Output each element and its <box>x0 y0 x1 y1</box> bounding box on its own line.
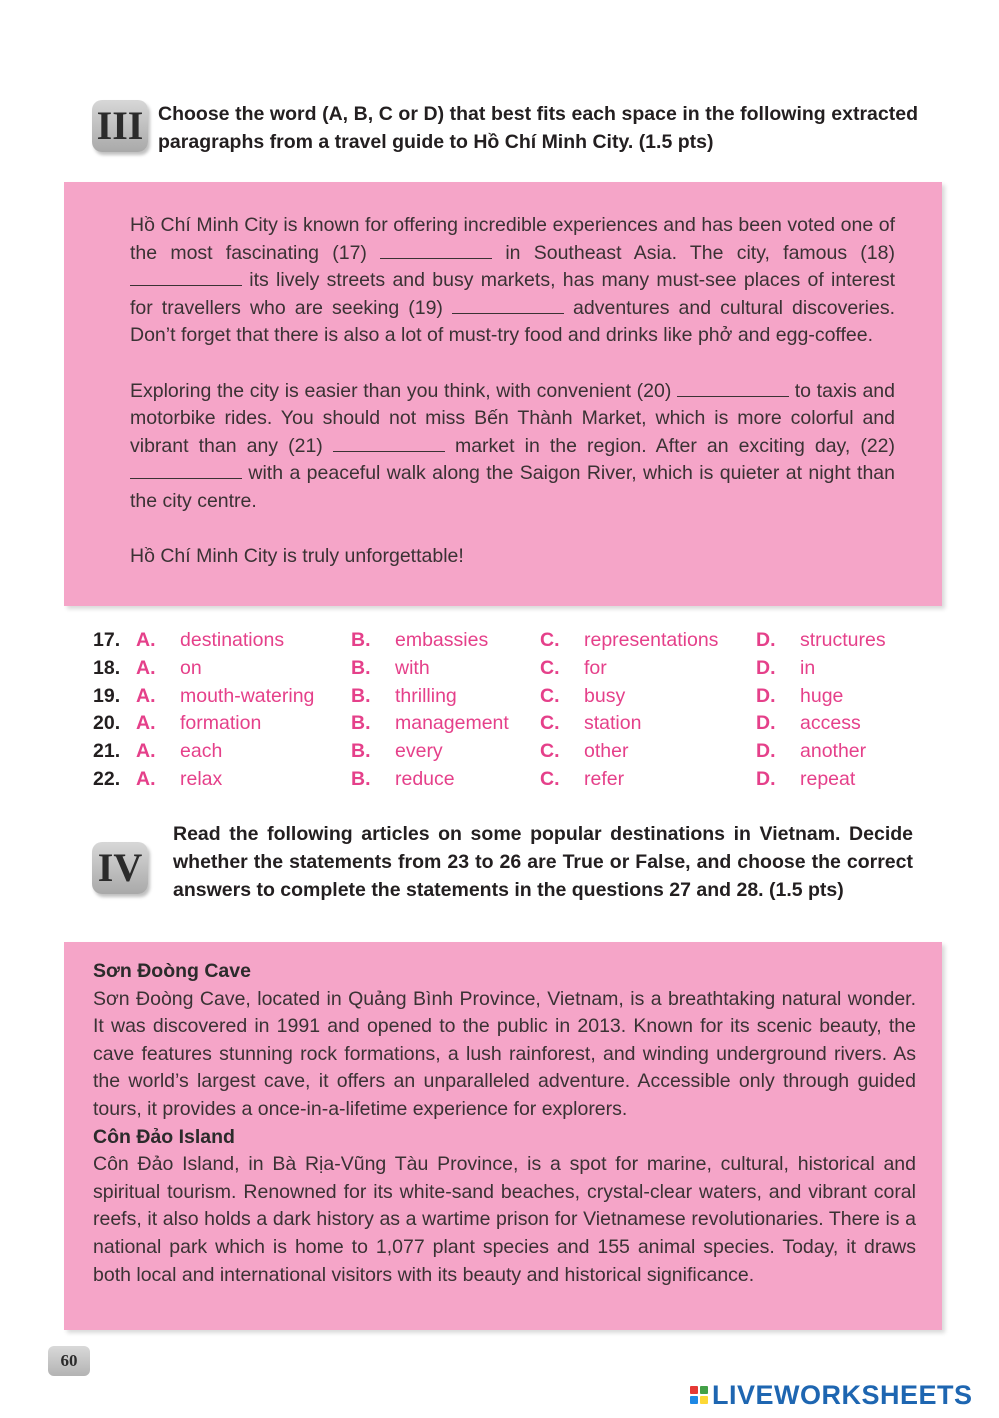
question-number: 19. <box>93 684 121 707</box>
option-letter: D. <box>756 684 776 707</box>
section-3-instruction: Choose the word (A, B, C or D) that best fits each space in the following extracted paragraphs from a travel guide to Hồ Chí Minh City. (1.5 pts) <box>158 103 918 153</box>
article-body: Côn Đảo Island, in Bà Rịa-Vũng Tàu Province, is a spot for marine, cultural, historical and spiritual tourism. Renowned for its white-sand beaches, crystal-clear waters, and vibrant coral reefs, it also holds a dark history as a wartime prison for Vietnamese revolutionaries. There is a national park which is home to 1,077 plant species and 155 animal species. Today, it draws both local and international visitors with its beauty and historical significance. <box>93 1153 916 1286</box>
option-letter: D. <box>756 712 776 735</box>
option-letter: A. <box>136 712 156 735</box>
option-letter: C. <box>540 629 560 651</box>
articles-box <box>64 942 942 1330</box>
option-b[interactable]: management <box>395 712 509 735</box>
option-c[interactable]: refer <box>584 767 625 790</box>
question-number: 20. <box>93 712 121 735</box>
option-letter: B. <box>351 684 371 707</box>
liveworksheets-logo[interactable] <box>690 1378 973 1412</box>
option-d[interactable]: access <box>800 712 861 735</box>
question-row <box>93 710 933 738</box>
option-c[interactable]: for <box>584 656 607 679</box>
question-row <box>93 627 933 655</box>
blank-20[interactable] <box>677 382 789 397</box>
option-d[interactable]: huge <box>800 684 844 707</box>
option-c[interactable]: other <box>584 740 629 763</box>
option-letter: A. <box>136 740 156 763</box>
question-number: 18. <box>93 656 121 679</box>
option-letter: C. <box>540 684 560 707</box>
blank-17[interactable] <box>380 244 492 259</box>
option-letter: B. <box>351 767 371 790</box>
section-4-badge: IV <box>92 842 148 894</box>
option-b[interactable]: thrilling <box>395 684 457 707</box>
option-a[interactable]: each <box>180 740 223 763</box>
brand-text: LIVEWORKSHEETS <box>712 1379 973 1410</box>
option-d[interactable]: structures <box>800 629 886 651</box>
option-letter: C. <box>540 740 560 763</box>
blank-18[interactable] <box>130 271 242 286</box>
option-c[interactable]: busy <box>584 684 626 707</box>
option-a[interactable]: mouth-watering <box>180 684 315 707</box>
option-letter: B. <box>351 740 371 763</box>
question-row <box>93 655 933 683</box>
section-4-instruction: Read the following articles on some popular destinations in Vietnam. Decide whether the statements from 23 to 26 are True or False, and choose the correct answers to complete the statements in the questions 27 and 28. (1.5 pts) <box>173 823 913 901</box>
option-b[interactable]: every <box>395 740 443 763</box>
option-letter: B. <box>351 712 371 735</box>
page-number: 60 <box>48 1346 90 1376</box>
option-letter: C. <box>540 656 560 679</box>
passage-paragraph-2: Exploring the city is easier than you think, with convenient (20) to taxis and motorbike rides. You should not miss Bến Thành Market, which is more colorful and vibrant than any (21) market in the region. After an exciting day, (22) with a peaceful walk along the Saigon River, which is quieter at night than the city centre. <box>130 379 896 512</box>
option-c[interactable]: representations <box>584 629 719 651</box>
option-letter: A. <box>136 629 156 651</box>
option-a[interactable]: destinations <box>180 629 285 651</box>
section-3-badge: III <box>92 100 148 152</box>
answer-options <box>93 627 933 794</box>
option-letter: A. <box>136 684 156 707</box>
option-letter: D. <box>756 629 776 651</box>
passage-paragraph-1: Hồ Chí Minh City is known for offering incredible experiences and has been voted one of the most fascinating (17) in Southeast Asia. The city, famous (18) its lively streets and busy markets, has many must-see places of interest for travellers who are seeking (19) adventures and cultural discoveries. Don’t forget that there is also a lot of must-try food and drinks like phở and egg-coffee. <box>130 214 895 347</box>
article-title: Côn Đảo Island <box>93 1125 235 1148</box>
blank-21[interactable] <box>333 437 445 452</box>
passage-paragraph-3: Hồ Chí Minh City is truly unforgettable! <box>130 545 464 568</box>
option-d[interactable]: another <box>800 740 867 763</box>
option-letter: A. <box>136 767 156 790</box>
option-a[interactable]: formation <box>180 712 262 735</box>
option-letter: C. <box>540 712 560 735</box>
option-d[interactable]: in <box>800 656 816 679</box>
liveworksheets-icon <box>690 1386 708 1404</box>
question-row <box>93 766 933 794</box>
option-d[interactable]: repeat <box>800 767 856 790</box>
option-a[interactable]: on <box>180 656 202 679</box>
option-letter: A. <box>136 656 156 679</box>
option-letter: B. <box>351 656 371 679</box>
question-row <box>93 683 933 711</box>
option-b[interactable]: embassies <box>395 629 489 651</box>
option-letter: D. <box>756 656 776 679</box>
option-c[interactable]: station <box>584 712 642 735</box>
passage-box <box>64 182 942 606</box>
option-letter: B. <box>351 629 371 651</box>
option-b[interactable]: with <box>395 656 430 679</box>
option-b[interactable]: reduce <box>395 767 455 790</box>
blank-19[interactable] <box>452 299 564 314</box>
question-number: 22. <box>93 767 121 790</box>
option-letter: D. <box>756 740 776 763</box>
option-a[interactable]: relax <box>180 767 223 790</box>
option-letter: C. <box>540 767 560 790</box>
question-row <box>93 738 933 766</box>
article-title: Sơn Đoòng Cave <box>93 960 251 982</box>
blank-22[interactable] <box>130 464 242 479</box>
question-number: 21. <box>93 740 121 763</box>
article-body: Sơn Đoòng Cave, located in Quảng Bình Province, Vietnam, is a breathtaking natural wonder. It was discovered in 1991 and opened to the public in 2013. Known for its scenic beauty, the cave features stunning rock formations, a lush rainforest, and winding underground rivers. As the world’s largest cave, it offers an unparalleled adventure. Accessible only through guided tours, it provides a once-in-a-lifetime experience for explorers. <box>93 987 916 1120</box>
question-number: 17. <box>93 629 121 651</box>
option-letter: D. <box>756 767 776 790</box>
